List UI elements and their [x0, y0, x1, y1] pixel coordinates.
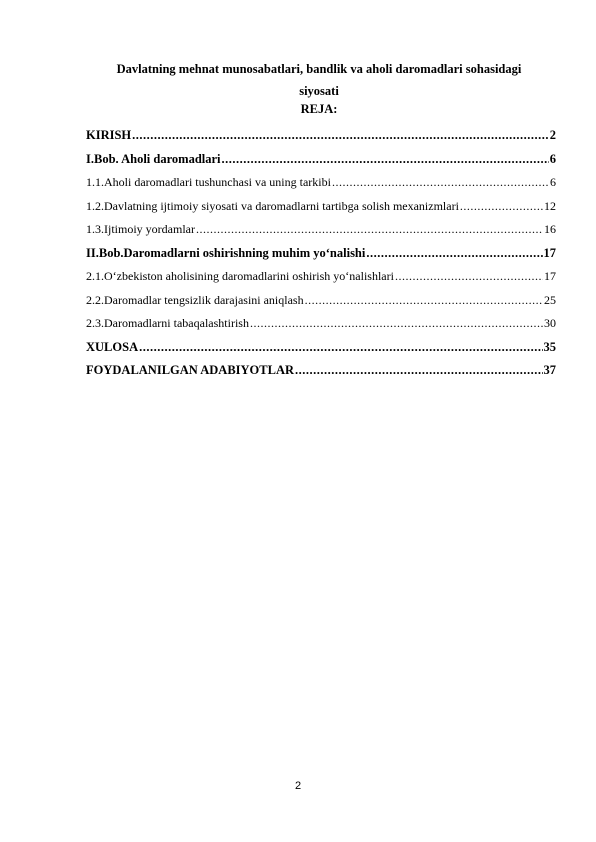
toc-dot-leader	[250, 316, 543, 331]
toc-entry-page: 25	[544, 292, 556, 307]
toc-dot-leader	[305, 293, 543, 308]
plan-heading: REJA:	[300, 102, 338, 116]
toc-dot-leader	[139, 340, 542, 355]
toc-entry-page: 35	[543, 339, 556, 354]
toc-entry-xulosa	[86, 340, 556, 364]
toc-entry-title: 1.2.Davlatning ijtimoiy siyosati va daromadlarni tartibga solish mexanizmlari	[86, 198, 459, 213]
toc-entry-page: 16	[544, 222, 556, 236]
toc-dot-leader	[196, 222, 543, 237]
toc-entry-page: 12	[544, 198, 556, 213]
toc-entry-title: 2.2.Daromadlar tengsizlik darajasini aniqlash	[86, 292, 304, 307]
toc-entry-title: FOYDALANILGAN ADABIYOTLAR	[86, 363, 295, 377]
document-title	[80, 58, 558, 102]
toc-entry-title: I.Bob. Aholi daromadlari	[86, 151, 221, 166]
toc-dot-leader	[295, 363, 542, 378]
toc-entry-title: 1.3.Ijtimoiy yordamlar	[86, 222, 195, 236]
toc-entry-kirish	[86, 128, 556, 152]
toc-entry-2-2	[86, 293, 556, 317]
toc-entry-page: 17	[544, 269, 556, 283]
page-number: 2	[294, 780, 302, 792]
table-of-contents	[86, 128, 556, 387]
toc-entry-page: 30	[544, 316, 556, 330]
toc-entry-chapter-2	[86, 246, 556, 270]
toc-entry-title: 2.3.Daromadlarni tabaqalashtirish	[86, 316, 249, 330]
toc-entry-title: XULOSA	[86, 339, 139, 354]
toc-dot-leader	[132, 128, 549, 143]
toc-entry-title: 2.1.O‘zbekiston aholisining daromadlarini oshirish yo‘nalishlari	[86, 269, 394, 283]
toc-entry-page: 6	[549, 151, 556, 166]
toc-entry-title: KIRISH	[86, 128, 132, 142]
toc-entry-page: 2	[549, 128, 556, 142]
toc-entry-bibliography	[86, 363, 556, 387]
toc-dot-leader	[395, 269, 543, 284]
toc-entry-2-1	[86, 269, 556, 293]
toc-entry-1-3	[86, 222, 556, 246]
toc-dot-leader	[366, 246, 542, 261]
toc-entry-1-1	[86, 175, 556, 199]
toc-entry-title: II.Bob.Daromadlarni oshirishning muhim yo‘nalishi	[86, 245, 366, 260]
toc-entry-page: 37	[543, 363, 556, 377]
toc-entry-1-2	[86, 199, 556, 223]
toc-entry-page: 6	[550, 175, 556, 189]
toc-dot-leader	[332, 175, 549, 190]
toc-entry-title: 1.1.Aholi daromadlari tushunchasi va uning tarkibi	[86, 175, 331, 189]
toc-dot-leader	[222, 152, 549, 167]
toc-entry-page: 17	[543, 245, 556, 260]
toc-dot-leader	[460, 199, 543, 214]
document-title-line-2: siyosati	[299, 84, 339, 98]
toc-entry-chapter-1	[86, 152, 556, 176]
toc-entry-2-3	[86, 316, 556, 340]
document-title-line-1: Davlatning mehnat munosabatlari, bandlik va aholi daromadlari sohasidagi	[116, 62, 522, 76]
